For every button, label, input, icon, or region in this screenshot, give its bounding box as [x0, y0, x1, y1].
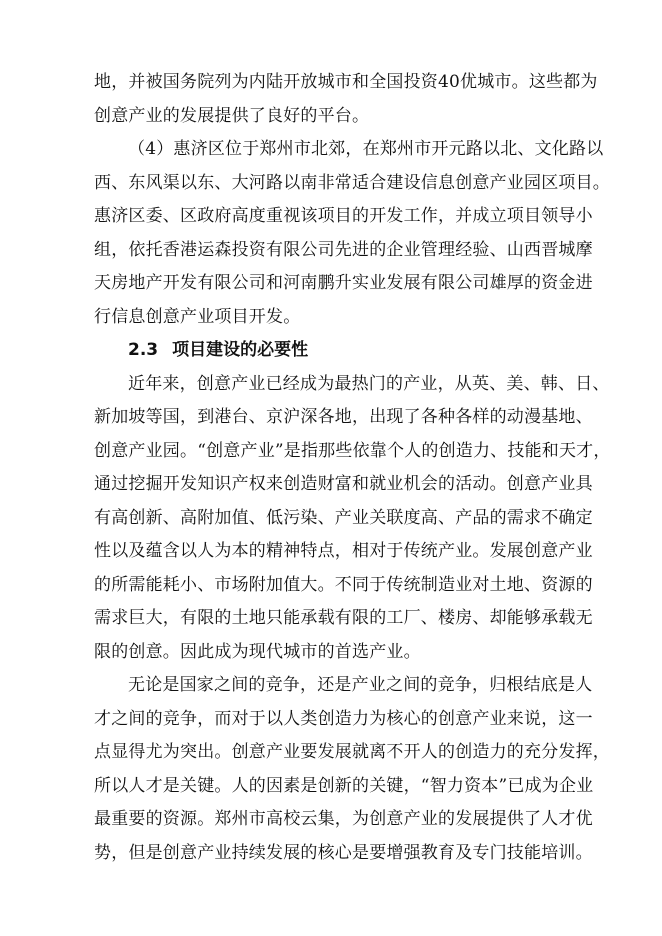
paragraph-line: 点显得尤为突出。创意产业要发展就离不开人的创造力的充分发挥， — [94, 742, 610, 762]
paragraph-line: 需求巨大，有限的土地只能承载有限的工厂、楼房、却能够承载无 — [94, 608, 593, 628]
paragraph-line: 势，但是创意产业持续发展的核心是要增强教育及专门技能培训。 — [94, 843, 593, 863]
paragraph-line: 天房地产开发有限公司和河南鹏升实业发展有限公司雄厚的资金进 — [94, 273, 593, 293]
paragraph-line: 地，并被国务院列为内陆开放城市和全国投资40优城市。这些都为 — [94, 72, 598, 92]
paragraph-line: 近年来，创意产业已经成为最热门的产业，从英、美、韩、日、 — [128, 374, 610, 394]
paragraph-line: 通过挖掘开发知识产权来创造财富和就业机会的活动。创意产业具 — [94, 474, 593, 494]
paragraph-line: 性以及蕴含以人为本的精神特点，相对于传统产业。发展创意产业 — [94, 541, 593, 561]
paragraph-line: 限的创意。因此成为现代城市的首选产业。 — [94, 642, 421, 662]
paragraph-line: 创意产业的发展提供了良好的平台。 — [94, 106, 370, 126]
paragraph-line: 所以人才是关键。人的因素是创新的关键，“智力资本”已成为企业 — [94, 776, 594, 796]
paragraph-line: 组，依托香港运森投资有限公司先进的企业管理经验、山西晋城摩 — [94, 240, 593, 260]
section-heading — [128, 334, 308, 366]
paragraph-line: 无论是国家之间的竞争，还是产业之间的竞争，归根结底是人 — [128, 675, 593, 695]
paragraph-line: 的所需能耗小、市场附加值大。不同于传统制造业对土地、资源的 — [94, 575, 593, 595]
paragraph-line: 惠济区委、区政府高度重视该项目的开发工作，并成立项目领导小 — [94, 206, 593, 226]
paragraph-line: 新加坡等国，到港台、京沪深各地，出现了各种各样的动漫基地、 — [94, 407, 593, 427]
paragraph-line: 最重要的资源。郑州市高校云集，为创意产业的发展提供了人才优 — [94, 809, 593, 829]
paragraph-line: 才之间的竞争，而对于以人类创造力为核心的创意产业来说，这一 — [94, 709, 593, 729]
paragraph-line: 西、东风渠以东、大河路以南非常适合建设信息创意产业园区项目。 — [94, 173, 610, 193]
section-number: 2.3 — [128, 340, 159, 360]
section-title: 项目建设的必要性 — [172, 340, 309, 360]
paragraph-line: 有高创新、高附加值、低污染、产业关联度高、产品的需求不确定 — [94, 508, 593, 528]
paragraph-line: 创意产业园。“创意产业”是指那些依靠个人的创造力、技能和天才， — [94, 441, 611, 461]
paragraph-line: 行信息创意产业项目开发。 — [94, 307, 301, 327]
paragraph-line: （4）惠济区位于郑州市北郊，在郑州市开元路以北、文化路以 — [128, 139, 604, 159]
